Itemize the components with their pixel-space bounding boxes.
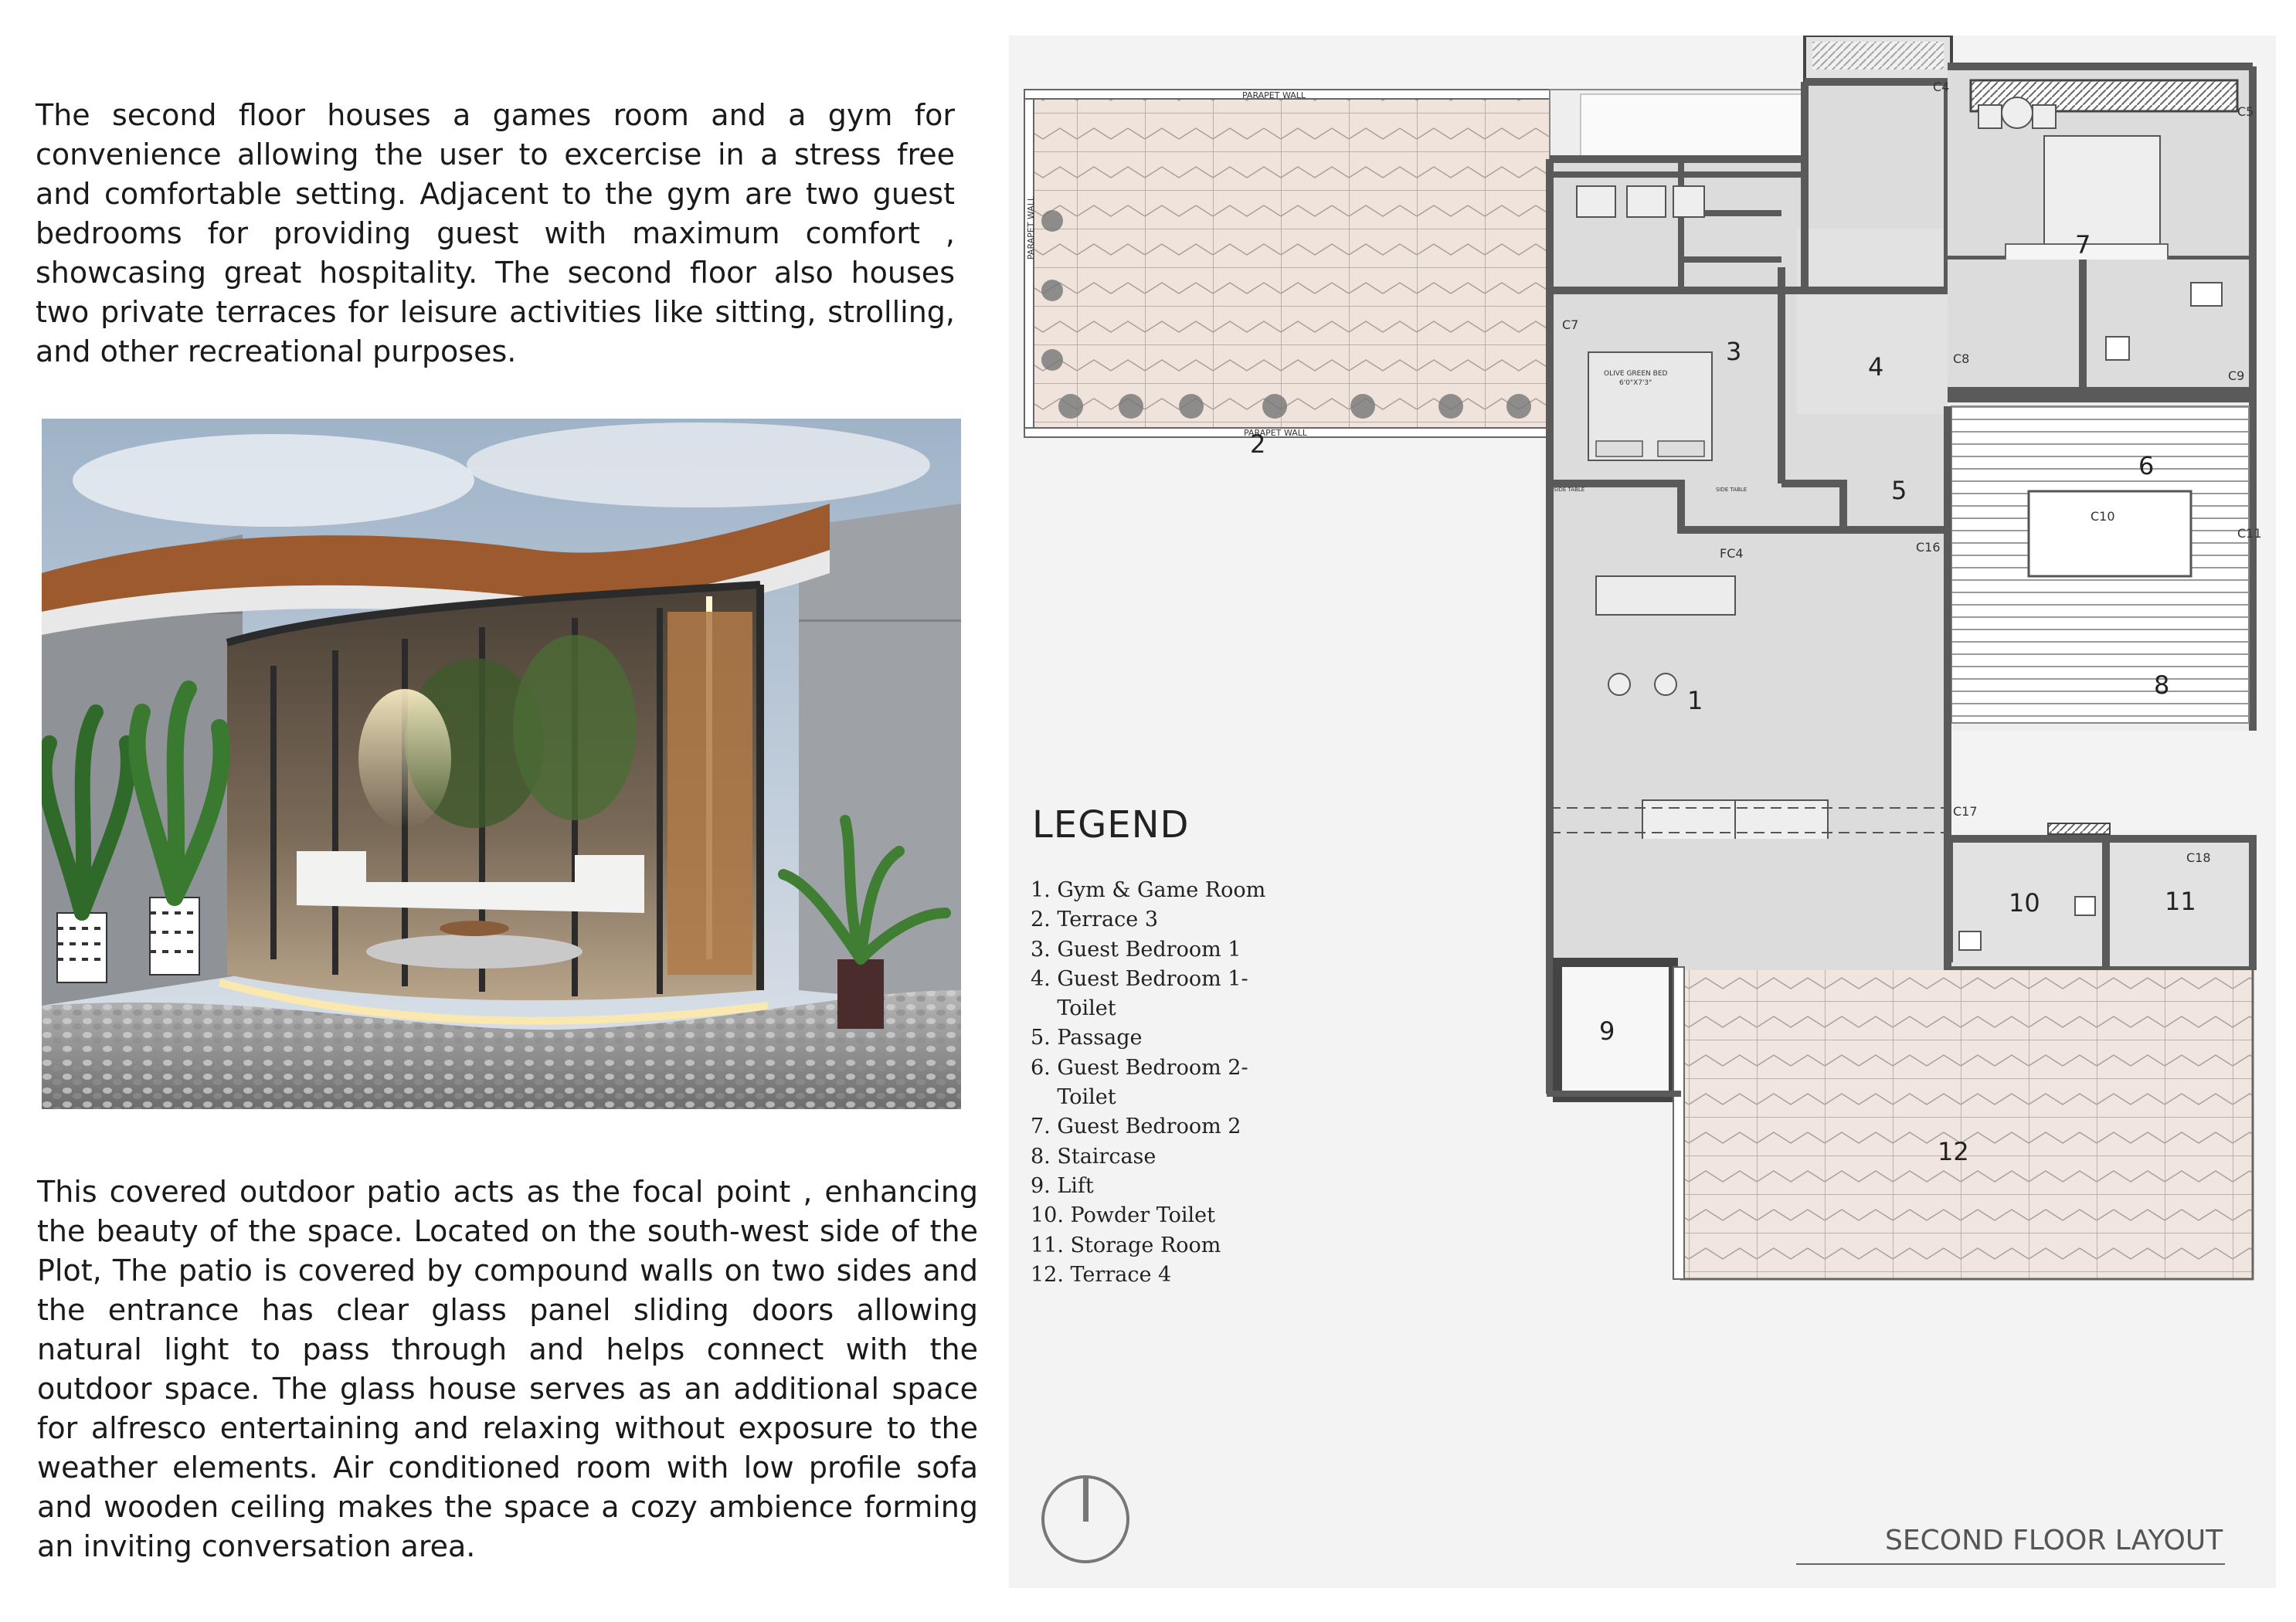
bed-label: OLIVE GREEN BED (1604, 370, 1668, 378)
legend-item: 3. Guest Bedroom 1 (1031, 937, 1241, 962)
column-tag-fc4: FC4 (1720, 546, 1744, 561)
room-number-6: 6 (2138, 451, 2155, 480)
bed-size-label: 6'0"X7'3" (1619, 379, 1652, 387)
plan-title: SECOND FLOOR LAYOUT (1885, 1525, 2223, 1556)
room-number-1: 1 (1687, 686, 1703, 715)
column-tag-c4: C4 (1933, 80, 1950, 94)
room-number-9: 9 (1599, 1016, 1615, 1046)
legend-item: 1. Gym & Game Room (1031, 878, 1266, 902)
column-tag-c10: C10 (2091, 509, 2115, 524)
legend-item: 5. Passage (1031, 1026, 1143, 1050)
title-underline (1796, 1563, 2225, 1565)
legend-item: 10. Powder Toilet (1031, 1203, 1215, 1228)
legend-item: 8. Staircase (1031, 1144, 1156, 1169)
side-table-label-1: SIDE TABLE (1554, 487, 1585, 493)
room-number-3: 3 (1726, 337, 1742, 366)
column-tag-c16: C16 (1916, 540, 1941, 555)
legend-item: 12. Terrace 4 (1031, 1262, 1172, 1287)
column-tag-c9: C9 (2228, 368, 2245, 383)
legend-item: 7. Guest Bedroom 2 (1031, 1115, 1241, 1139)
room-number-11: 11 (2165, 887, 2196, 916)
room-number-5: 5 (1891, 476, 1907, 505)
legend-item: 6. Guest Bedroom 2- Toilet (1031, 1055, 1248, 1110)
intro-paragraph: The second floor houses a games room and a gym for convenience allowing the user to excercise in a stress free and comfortable setting. Adjacent to the gym are two guest bedrooms for providing guest with maximum comfort , showcasing great hospitality. The second floor also houses two private terraces for leisure activities like sitting, strolling, and other recreational purposes. (36, 98, 955, 368)
parapet-label-left: PARAPET WALL (1026, 195, 1036, 260)
room-number-10: 10 (2009, 888, 2040, 918)
legend-title: LEGEND (1032, 803, 1190, 847)
legend-list (1031, 876, 1265, 1290)
room-number-7: 7 (2075, 230, 2091, 260)
legend-item: 9. Lift (1031, 1173, 1094, 1198)
room-number-8: 8 (2154, 670, 2170, 700)
north-needle-icon (1083, 1477, 1089, 1522)
room-number-12: 12 (1938, 1137, 1969, 1166)
side-table-label-2: SIDE TABLE (1716, 487, 1747, 493)
room-number-4: 4 (1868, 352, 1884, 382)
column-tag-c17: C17 (1953, 804, 1978, 819)
patio-paragraph: This covered outdoor patio acts as the focal point , enhancing the beauty of the space. Located on the south-west side of the Plot, The patio is covered by compound walls on two sides and the entrance has clear glass panel sliding doors allowing natural light to pass through and helps connect with the outdoor space. The glass house serves as an additional space for alfresco entertaining and relaxing without exposure to the weather elements. Air conditioned room with low profile sofa and wooden ceiling makes the space a cozy ambience forming an inviting conversation area. (37, 1175, 978, 1563)
column-tag-c8: C8 (1953, 351, 1970, 366)
parapet-label-bottom: PARAPET WALL (1244, 428, 1308, 438)
legend-item: 2. Terrace 3 (1031, 908, 1159, 932)
column-tag-c11: C11 (2237, 526, 2262, 541)
terrace-4 (1673, 967, 2253, 1279)
room-number-2: 2 (1250, 429, 1266, 459)
legend-item: 11. Storage Room (1031, 1233, 1221, 1257)
patio-render-image (42, 419, 961, 1109)
floor-plan-drawing (1009, 36, 2276, 1588)
parapet-label-top: PARAPET WALL (1242, 90, 1306, 100)
legend-item: 4. Guest Bedroom 1- Toilet (1031, 966, 1248, 1021)
column-tag-c7: C7 (1562, 317, 1579, 332)
column-tag-c5: C5 (2237, 104, 2254, 119)
terrace-3 (1024, 90, 1550, 438)
column-tag-c18: C18 (2186, 850, 2211, 865)
